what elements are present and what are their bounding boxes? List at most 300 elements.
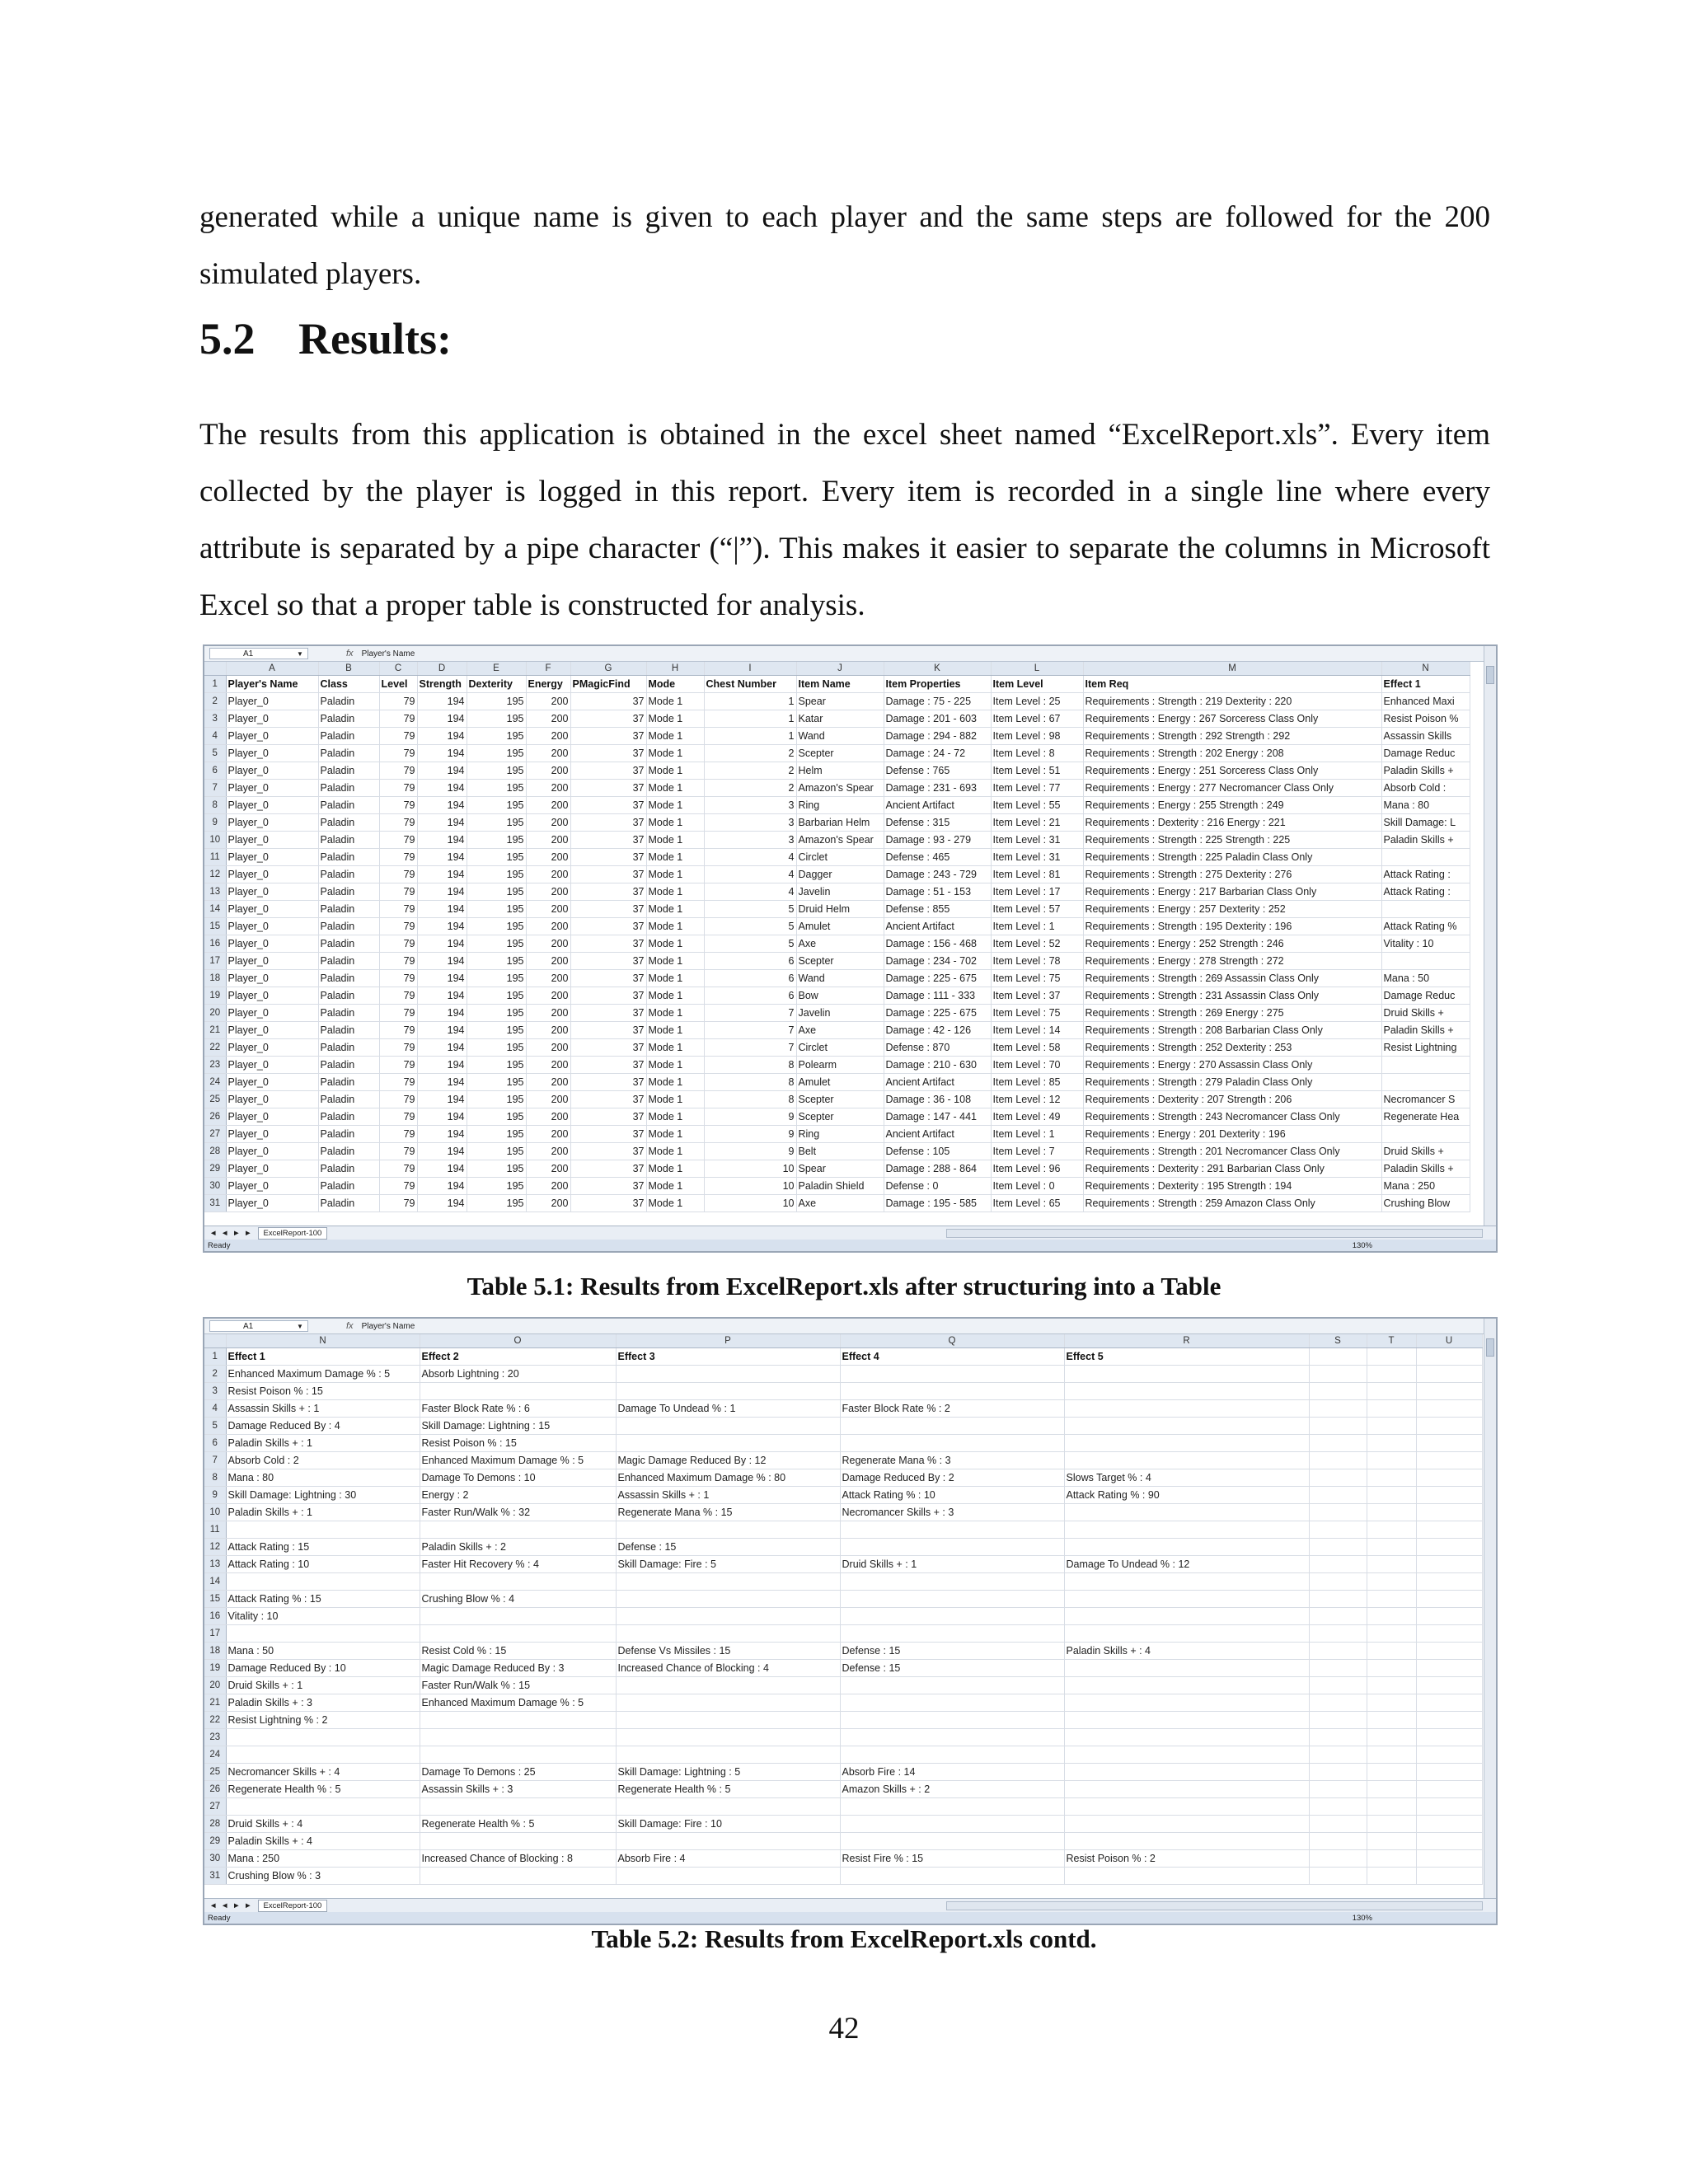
cell[interactable]: 6 <box>704 987 796 1005</box>
cell[interactable]: 9 <box>704 1108 796 1126</box>
cell[interactable]: Item Level : 31 <box>991 849 1083 866</box>
cell[interactable] <box>616 1729 840 1746</box>
cell[interactable]: Resist Cold % : 15 <box>420 1643 616 1660</box>
cell[interactable] <box>1064 1868 1309 1885</box>
cell[interactable] <box>1416 1400 1482 1418</box>
cell[interactable]: 37 <box>570 849 646 866</box>
cell[interactable]: Requirements : Energy : 277 Necromancer Class Only <box>1083 780 1381 797</box>
cell[interactable] <box>420 1746 616 1764</box>
cell[interactable] <box>1416 1746 1482 1764</box>
cell[interactable]: 8 <box>704 1091 796 1108</box>
cell[interactable]: Belt <box>796 1143 884 1160</box>
cell[interactable]: Damage : 111 - 333 <box>884 987 991 1005</box>
cell[interactable]: Crushing Blow <box>1381 1195 1470 1212</box>
cell[interactable] <box>1367 1435 1416 1452</box>
cell[interactable]: 200 <box>526 953 570 970</box>
cell[interactable]: Druid Helm <box>796 901 884 918</box>
cell[interactable]: Requirements : Energy : 267 Sorceress Class Only <box>1083 710 1381 728</box>
cell[interactable]: Item Level : 58 <box>991 1039 1083 1057</box>
cell[interactable] <box>1309 1487 1367 1504</box>
cell[interactable]: Player_0 <box>226 1091 318 1108</box>
cell[interactable]: Assassin Skills + : 1 <box>226 1400 420 1418</box>
cell[interactable] <box>616 1677 840 1694</box>
cell[interactable]: 7 <box>704 1022 796 1039</box>
cell[interactable]: Damage : 225 - 675 <box>884 1005 991 1022</box>
cell[interactable]: Player_0 <box>226 1057 318 1074</box>
cell[interactable] <box>1367 1694 1416 1712</box>
cell[interactable]: 37 <box>570 1143 646 1160</box>
cell[interactable]: 194 <box>417 883 467 901</box>
row-number[interactable]: 9 <box>204 814 226 832</box>
cell[interactable]: Player_0 <box>226 1178 318 1195</box>
cell[interactable] <box>616 1366 840 1383</box>
cell[interactable]: 195 <box>467 797 526 814</box>
column-header[interactable]: N <box>226 1334 420 1348</box>
cell[interactable]: Item Level : 49 <box>991 1108 1083 1126</box>
row-number[interactable]: 8 <box>204 1469 226 1487</box>
cell[interactable]: Amazon's Spear <box>796 832 884 849</box>
cell[interactable] <box>1064 1608 1309 1625</box>
cell[interactable]: 79 <box>379 1195 417 1212</box>
cell[interactable] <box>1416 1816 1482 1833</box>
column-header[interactable]: G <box>570 662 646 676</box>
cell[interactable]: Paladin <box>318 1178 379 1195</box>
cell[interactable]: Mode 1 <box>646 1057 704 1074</box>
cell[interactable]: 37 <box>570 745 646 762</box>
cell[interactable]: 200 <box>526 762 570 780</box>
cell[interactable]: Paladin <box>318 918 379 935</box>
cell[interactable]: Paladin <box>318 935 379 953</box>
cell[interactable]: Damage : 294 - 882 <box>884 728 991 745</box>
cell[interactable]: 37 <box>570 1039 646 1057</box>
cell[interactable]: Player_0 <box>226 797 318 814</box>
cell[interactable]: Paladin <box>318 883 379 901</box>
cell[interactable]: 79 <box>379 970 417 987</box>
sheet-nav-arrows[interactable]: ◄ ◄ ► ► <box>209 1900 253 1910</box>
cell[interactable] <box>1064 1712 1309 1729</box>
cell[interactable] <box>226 1746 420 1764</box>
cell[interactable]: 79 <box>379 849 417 866</box>
cell[interactable] <box>1309 1746 1367 1764</box>
cell[interactable]: 37 <box>570 1091 646 1108</box>
cell[interactable]: Player_0 <box>226 1039 318 1057</box>
cell[interactable]: Paladin <box>318 1022 379 1039</box>
cell[interactable]: 200 <box>526 1022 570 1039</box>
row-number[interactable]: 4 <box>204 728 226 745</box>
cell[interactable] <box>840 1435 1064 1452</box>
cell[interactable] <box>616 1868 840 1885</box>
cell[interactable]: Amazon Skills + : 2 <box>840 1781 1064 1798</box>
cell[interactable]: 195 <box>467 745 526 762</box>
cell[interactable]: 37 <box>570 987 646 1005</box>
cell[interactable]: 10 <box>704 1160 796 1178</box>
cell[interactable]: Absorb Fire : 14 <box>840 1764 1064 1781</box>
header-cell[interactable]: Item Req <box>1083 676 1381 693</box>
cell[interactable]: 200 <box>526 918 570 935</box>
cell[interactable] <box>1367 1487 1416 1504</box>
row-number[interactable]: 4 <box>204 1400 226 1418</box>
cell[interactable]: Item Level : 81 <box>991 866 1083 883</box>
cell[interactable]: Player_0 <box>226 1160 318 1178</box>
cell[interactable] <box>1367 1643 1416 1660</box>
cell[interactable]: Item Level : 75 <box>991 970 1083 987</box>
cell[interactable]: 195 <box>467 1005 526 1022</box>
cell[interactable] <box>1064 1591 1309 1608</box>
cell[interactable]: 194 <box>417 987 467 1005</box>
row-number[interactable]: 29 <box>204 1833 226 1850</box>
header-cell[interactable]: PMagicFind <box>570 676 646 693</box>
cell[interactable] <box>840 1573 1064 1591</box>
cell[interactable]: Requirements : Strength : 225 Strength : 225 <box>1083 832 1381 849</box>
cell[interactable]: Paladin <box>318 693 379 710</box>
cell[interactable]: 79 <box>379 762 417 780</box>
cell[interactable] <box>1064 1504 1309 1521</box>
cell[interactable]: Resist Fire % : 15 <box>840 1850 1064 1868</box>
cell[interactable] <box>1416 1694 1482 1712</box>
cell[interactable] <box>1309 1591 1367 1608</box>
cell[interactable] <box>840 1694 1064 1712</box>
cell[interactable] <box>1064 1781 1309 1798</box>
cell[interactable]: Helm <box>796 762 884 780</box>
cell[interactable] <box>1367 1452 1416 1469</box>
cell[interactable]: 200 <box>526 1178 570 1195</box>
cell[interactable] <box>1064 1729 1309 1746</box>
cell[interactable]: Paladin <box>318 953 379 970</box>
cell[interactable]: Player_0 <box>226 1126 318 1143</box>
header-cell[interactable]: Strength <box>417 676 467 693</box>
cell[interactable]: Requirements : Strength : 259 Amazon Class Only <box>1083 1195 1381 1212</box>
cell[interactable]: Wand <box>796 970 884 987</box>
cell[interactable]: Increased Chance of Blocking : 8 <box>420 1850 616 1868</box>
cell[interactable] <box>1064 1573 1309 1591</box>
row-number[interactable]: 21 <box>204 1694 226 1712</box>
cell[interactable] <box>616 1383 840 1400</box>
cell[interactable]: 194 <box>417 1091 467 1108</box>
cell[interactable]: Requirements : Dexterity : 207 Strength : 206 <box>1083 1091 1381 1108</box>
horizontal-scrollbar[interactable] <box>946 1229 1483 1238</box>
cell[interactable] <box>1309 1504 1367 1521</box>
row-number[interactable]: 12 <box>204 1539 226 1556</box>
cell[interactable] <box>1367 1573 1416 1591</box>
cell[interactable] <box>1309 1781 1367 1798</box>
cell[interactable]: 37 <box>570 1178 646 1195</box>
cell[interactable] <box>1381 953 1470 970</box>
cell[interactable]: Player_0 <box>226 1074 318 1091</box>
cell[interactable]: 194 <box>417 1022 467 1039</box>
cell[interactable] <box>1309 1850 1367 1868</box>
cell[interactable]: Damage : 147 - 441 <box>884 1108 991 1126</box>
cell[interactable]: Mode 1 <box>646 866 704 883</box>
cell[interactable] <box>1367 1400 1416 1418</box>
cell[interactable] <box>616 1833 840 1850</box>
cell[interactable] <box>1416 1504 1482 1521</box>
cell[interactable] <box>1367 1833 1416 1850</box>
cell[interactable]: 194 <box>417 1126 467 1143</box>
cell[interactable] <box>1367 1625 1416 1643</box>
cell[interactable]: 37 <box>570 762 646 780</box>
row-number[interactable]: 14 <box>204 901 226 918</box>
cell[interactable]: Player_0 <box>226 1005 318 1022</box>
cell[interactable]: 200 <box>526 1126 570 1143</box>
row-number[interactable]: 2 <box>204 693 226 710</box>
cell[interactable]: Item Level : 1 <box>991 1126 1083 1143</box>
vertical-scrollbar[interactable] <box>1484 646 1496 1226</box>
cell[interactable]: 200 <box>526 849 570 866</box>
row-number[interactable]: 2 <box>204 1366 226 1383</box>
cell[interactable]: Player_0 <box>226 1195 318 1212</box>
cell[interactable]: 79 <box>379 866 417 883</box>
row-number[interactable]: 28 <box>204 1816 226 1833</box>
cell[interactable]: Requirements : Strength : 195 Dexterity : 196 <box>1083 918 1381 935</box>
cell[interactable] <box>1367 1868 1416 1885</box>
cell[interactable]: Requirements : Energy : 278 Strength : 272 <box>1083 953 1381 970</box>
cell[interactable]: Player_0 <box>226 883 318 901</box>
cell[interactable]: 79 <box>379 728 417 745</box>
cell[interactable]: Defense : 15 <box>616 1539 840 1556</box>
cell[interactable]: 200 <box>526 1108 570 1126</box>
row-number[interactable]: 22 <box>204 1039 226 1057</box>
cell[interactable]: Mode 1 <box>646 987 704 1005</box>
cell[interactable] <box>1416 1435 1482 1452</box>
row-number[interactable]: 28 <box>204 1143 226 1160</box>
row-number[interactable]: 5 <box>204 1418 226 1435</box>
row-number[interactable]: 12 <box>204 866 226 883</box>
row-number[interactable]: 10 <box>204 1504 226 1521</box>
cell[interactable] <box>420 1573 616 1591</box>
cell[interactable]: Defense : 15 <box>840 1660 1064 1677</box>
cell[interactable] <box>840 1418 1064 1435</box>
cell[interactable]: Enhanced Maximum Damage % : 5 <box>420 1452 616 1469</box>
cell[interactable] <box>1416 1764 1482 1781</box>
cell[interactable]: Requirements : Energy : 217 Barbarian Class Only <box>1083 883 1381 901</box>
cell[interactable]: 195 <box>467 780 526 797</box>
cell[interactable]: 79 <box>379 1178 417 1195</box>
cell[interactable]: 37 <box>570 1074 646 1091</box>
cell[interactable]: 200 <box>526 710 570 728</box>
cell[interactable]: Resist Poison % : 2 <box>1064 1850 1309 1868</box>
cell[interactable]: 194 <box>417 693 467 710</box>
cell[interactable] <box>1064 1366 1309 1383</box>
cell[interactable]: 4 <box>704 866 796 883</box>
cell[interactable]: 37 <box>570 918 646 935</box>
cell[interactable]: Skill Damage: L <box>1381 814 1470 832</box>
cell[interactable]: Mode 1 <box>646 1091 704 1108</box>
cell[interactable] <box>1367 1418 1416 1435</box>
cell[interactable] <box>1367 1798 1416 1816</box>
cell[interactable]: Requirements : Strength : 219 Dexterity : 220 <box>1083 693 1381 710</box>
column-header[interactable]: L <box>991 662 1083 676</box>
cell[interactable]: 195 <box>467 883 526 901</box>
cell[interactable]: 37 <box>570 1126 646 1143</box>
cell[interactable]: Axe <box>796 1195 884 1212</box>
cell[interactable]: 3 <box>704 797 796 814</box>
cell[interactable]: Requirements : Strength : 225 Paladin Class Only <box>1083 849 1381 866</box>
cell[interactable]: 200 <box>526 693 570 710</box>
row-number[interactable]: 20 <box>204 1677 226 1694</box>
cell[interactable] <box>1367 1556 1416 1573</box>
cell[interactable] <box>1064 1660 1309 1677</box>
cell[interactable] <box>1309 1556 1367 1573</box>
cell[interactable] <box>1367 1677 1416 1694</box>
cell[interactable]: Ancient Artifact <box>884 1126 991 1143</box>
cell[interactable]: Damage Reduced By : 4 <box>226 1418 420 1435</box>
cell[interactable]: 195 <box>467 762 526 780</box>
cell[interactable]: Requirements : Strength : 202 Energy : 208 <box>1083 745 1381 762</box>
row-number[interactable]: 23 <box>204 1057 226 1074</box>
cell[interactable]: Paladin Shield <box>796 1178 884 1195</box>
cell[interactable]: Mode 1 <box>646 1108 704 1126</box>
cell[interactable] <box>1416 1539 1482 1556</box>
cell[interactable]: Paladin Skills + <box>1381 1022 1470 1039</box>
cell[interactable]: Requirements : Energy : 257 Dexterity : 252 <box>1083 901 1381 918</box>
cell[interactable] <box>840 1746 1064 1764</box>
cell[interactable] <box>1064 1383 1309 1400</box>
cell[interactable]: Mode 1 <box>646 970 704 987</box>
cell[interactable]: Faster Hit Recovery % : 4 <box>420 1556 616 1573</box>
cell[interactable]: Druid Skills + <box>1381 1143 1470 1160</box>
cell[interactable] <box>1416 1781 1482 1798</box>
cell[interactable]: Mode 1 <box>646 693 704 710</box>
column-header[interactable]: P <box>616 1334 840 1348</box>
cell[interactable]: 37 <box>570 883 646 901</box>
cell[interactable] <box>1064 1539 1309 1556</box>
cell[interactable] <box>420 1833 616 1850</box>
cell[interactable]: Regenerate Health % : 5 <box>420 1816 616 1833</box>
cell[interactable]: Damage : 51 - 153 <box>884 883 991 901</box>
cell[interactable] <box>1367 1764 1416 1781</box>
cell[interactable]: 37 <box>570 797 646 814</box>
cell[interactable]: Paladin <box>318 849 379 866</box>
select-all-corner[interactable] <box>204 1334 226 1348</box>
cell[interactable]: Player_0 <box>226 935 318 953</box>
cell[interactable]: 7 <box>704 1039 796 1057</box>
column-header[interactable]: O <box>420 1334 616 1348</box>
cell[interactable] <box>1416 1573 1482 1591</box>
cell[interactable]: Regenerate Health % : 5 <box>616 1781 840 1798</box>
cell[interactable]: Increased Chance of Blocking : 4 <box>616 1660 840 1677</box>
cell[interactable]: Energy : 2 <box>420 1487 616 1504</box>
cell[interactable]: 79 <box>379 1126 417 1143</box>
cell[interactable] <box>840 1798 1064 1816</box>
cell[interactable]: 195 <box>467 866 526 883</box>
cell[interactable]: Paladin <box>318 1091 379 1108</box>
cell[interactable] <box>1064 1746 1309 1764</box>
row-number[interactable]: 19 <box>204 1660 226 1677</box>
column-header[interactable]: A <box>226 662 318 676</box>
cell[interactable]: Item Level : 14 <box>991 1022 1083 1039</box>
cell[interactable]: 194 <box>417 970 467 987</box>
header-cell[interactable]: Energy <box>526 676 570 693</box>
cell[interactable] <box>1416 1833 1482 1850</box>
cell[interactable]: Mode 1 <box>646 1195 704 1212</box>
cell[interactable]: 195 <box>467 918 526 935</box>
cell[interactable]: 195 <box>467 1091 526 1108</box>
cell[interactable]: 200 <box>526 832 570 849</box>
cell[interactable]: Mana : 250 <box>226 1850 420 1868</box>
cell[interactable]: 194 <box>417 1039 467 1057</box>
cell[interactable] <box>226 1573 420 1591</box>
row-number[interactable]: 16 <box>204 1608 226 1625</box>
column-header[interactable]: R <box>1064 1334 1309 1348</box>
row-number[interactable]: 23 <box>204 1729 226 1746</box>
cell[interactable] <box>1381 1074 1470 1091</box>
cell[interactable]: Requirements : Dexterity : 195 Strength : 194 <box>1083 1178 1381 1195</box>
cell[interactable] <box>616 1694 840 1712</box>
cell[interactable]: 79 <box>379 918 417 935</box>
cell[interactable]: 37 <box>570 693 646 710</box>
cell[interactable]: Faster Run/Walk % : 15 <box>420 1677 616 1694</box>
cell[interactable]: 194 <box>417 901 467 918</box>
cell[interactable]: Amulet <box>796 918 884 935</box>
cell[interactable] <box>1064 1435 1309 1452</box>
cell[interactable] <box>616 1625 840 1643</box>
cell[interactable]: 37 <box>570 1005 646 1022</box>
row-number[interactable]: 22 <box>204 1712 226 1729</box>
cell[interactable]: Necromancer S <box>1381 1091 1470 1108</box>
cell[interactable]: Paladin Skills + <box>1381 832 1470 849</box>
cell[interactable] <box>840 1608 1064 1625</box>
cell[interactable]: 37 <box>570 1160 646 1178</box>
cell[interactable]: Paladin <box>318 987 379 1005</box>
cell[interactable]: Defense : 0 <box>884 1178 991 1195</box>
cell[interactable]: Axe <box>796 1022 884 1039</box>
cell[interactable] <box>1367 1521 1416 1539</box>
cell[interactable]: 37 <box>570 728 646 745</box>
cell[interactable]: Player_0 <box>226 728 318 745</box>
cell[interactable]: Item Level : 55 <box>991 797 1083 814</box>
cell[interactable]: Axe <box>796 935 884 953</box>
cell[interactable]: 79 <box>379 1091 417 1108</box>
row-number[interactable]: 9 <box>204 1487 226 1504</box>
cell[interactable]: Player_0 <box>226 866 318 883</box>
cell[interactable]: Damage : 195 - 585 <box>884 1195 991 1212</box>
cell[interactable]: Defense Vs Missiles : 15 <box>616 1643 840 1660</box>
header-cell[interactable]: Dexterity <box>467 676 526 693</box>
cell[interactable]: 194 <box>417 953 467 970</box>
cell[interactable]: Mode 1 <box>646 1126 704 1143</box>
cell[interactable]: 194 <box>417 728 467 745</box>
cell[interactable]: Attack Rating : <box>1381 866 1470 883</box>
cell[interactable]: Mode 1 <box>646 797 704 814</box>
cell[interactable] <box>1367 1660 1416 1677</box>
cell[interactable]: Ancient Artifact <box>884 1074 991 1091</box>
cell[interactable]: Scepter <box>796 1108 884 1126</box>
cell[interactable]: Item Level : 17 <box>991 883 1083 901</box>
cell[interactable]: Paladin <box>318 780 379 797</box>
cell[interactable] <box>1367 1712 1416 1729</box>
cell[interactable]: Mode 1 <box>646 901 704 918</box>
cell[interactable]: 200 <box>526 728 570 745</box>
header-cell[interactable]: Effect 2 <box>420 1348 616 1366</box>
cell[interactable]: Item Level : 25 <box>991 693 1083 710</box>
header-cell[interactable]: Effect 1 <box>226 1348 420 1366</box>
cell[interactable]: Player_0 <box>226 953 318 970</box>
cell[interactable]: Magic Damage Reduced By : 3 <box>420 1660 616 1677</box>
cell[interactable] <box>1416 1383 1482 1400</box>
cell[interactable]: Paladin <box>318 1108 379 1126</box>
cell[interactable]: Bow <box>796 987 884 1005</box>
cell[interactable] <box>840 1816 1064 1833</box>
cell[interactable]: 194 <box>417 1057 467 1074</box>
cell[interactable] <box>1367 1504 1416 1521</box>
cell[interactable]: 194 <box>417 814 467 832</box>
cell[interactable]: 79 <box>379 745 417 762</box>
select-all-corner[interactable] <box>204 662 226 676</box>
cell[interactable]: Player_0 <box>226 918 318 935</box>
cell[interactable]: 195 <box>467 814 526 832</box>
cell[interactable]: Paladin Skills + : 3 <box>226 1694 420 1712</box>
cell[interactable] <box>1381 849 1470 866</box>
